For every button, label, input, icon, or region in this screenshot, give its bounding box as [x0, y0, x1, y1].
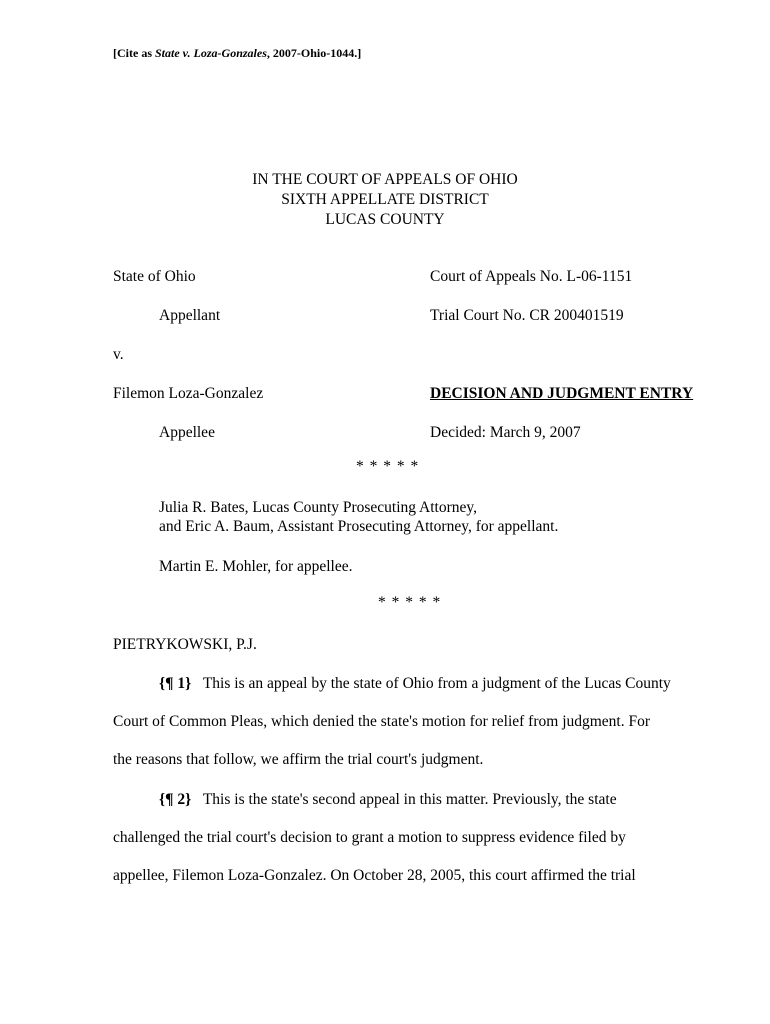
party1-role: Appellant — [159, 307, 221, 324]
separator-top: * * * * * — [356, 458, 420, 475]
entry-title: DECISION AND JUDGMENT ENTRY — [430, 385, 694, 402]
versus-label: v. — [113, 346, 124, 363]
paragraph-1-text: This is an appeal by the state of Ohio from a judgment of the Lucas County — [202, 675, 671, 692]
party1-name: State of Ohio — [113, 268, 196, 285]
paragraph-1-line-3: the reasons that follow, we affirm the trial court's judgment. — [113, 751, 484, 768]
counsel-appellant-line2: and Eric A. Baum, Assistant Prosecuting Attorney, for appellant. — [159, 518, 559, 535]
paragraph-1-line-1 — [159, 674, 671, 694]
trial-case-number: Trial Court No. CR 200401519 — [430, 307, 624, 324]
citation-header — [113, 46, 361, 61]
court-district: SIXTH APPELLATE DISTRICT — [281, 191, 489, 208]
counsel-appellee: Martin E. Mohler, for appellee. — [159, 558, 353, 575]
court-county: LUCAS COUNTY — [325, 211, 445, 228]
citation-prefix: [Cite as — [113, 46, 155, 60]
paragraph-2-mark: {¶ 2} — [159, 791, 192, 808]
court-heading — [0, 170, 770, 230]
paragraph-2-line-2: challenged the trial court's decision to grant a motion to suppress evidence filed by — [113, 829, 626, 846]
appeals-case-number: Court of Appeals No. L-06-1151 — [430, 268, 633, 285]
paragraph-2-line-1 — [159, 790, 617, 810]
paragraph-1-line-2: Court of Common Pleas, which denied the state's motion for relief from judgment. For — [113, 713, 651, 730]
decided-date: Decided: March 9, 2007 — [430, 424, 581, 441]
party2-role: Appellee — [159, 424, 215, 441]
citation-suffix: , 2007-Ohio-1044.] — [266, 46, 362, 60]
court-name: IN THE COURT OF APPEALS OF OHIO — [252, 171, 518, 188]
party2-name: Filemon Loza-Gonzalez — [113, 385, 264, 402]
paragraph-2-line-3: appellee, Filemon Loza-Gonzalez. On October 28, 2005, this court affirmed the trial — [113, 867, 636, 884]
citation-case-name: State v. Loza-Gonzales — [155, 46, 267, 60]
counsel-appellant-line1: Julia R. Bates, Lucas County Prosecuting Attorney, — [159, 499, 477, 516]
paragraph-1-mark: {¶ 1} — [159, 675, 192, 692]
paragraph-2-text: This is the state's second appeal in this matter. Previously, the state — [202, 791, 617, 808]
separator-bottom: * * * * * — [378, 594, 442, 611]
judge-name: PIETRYKOWSKI, P.J. — [113, 636, 257, 653]
